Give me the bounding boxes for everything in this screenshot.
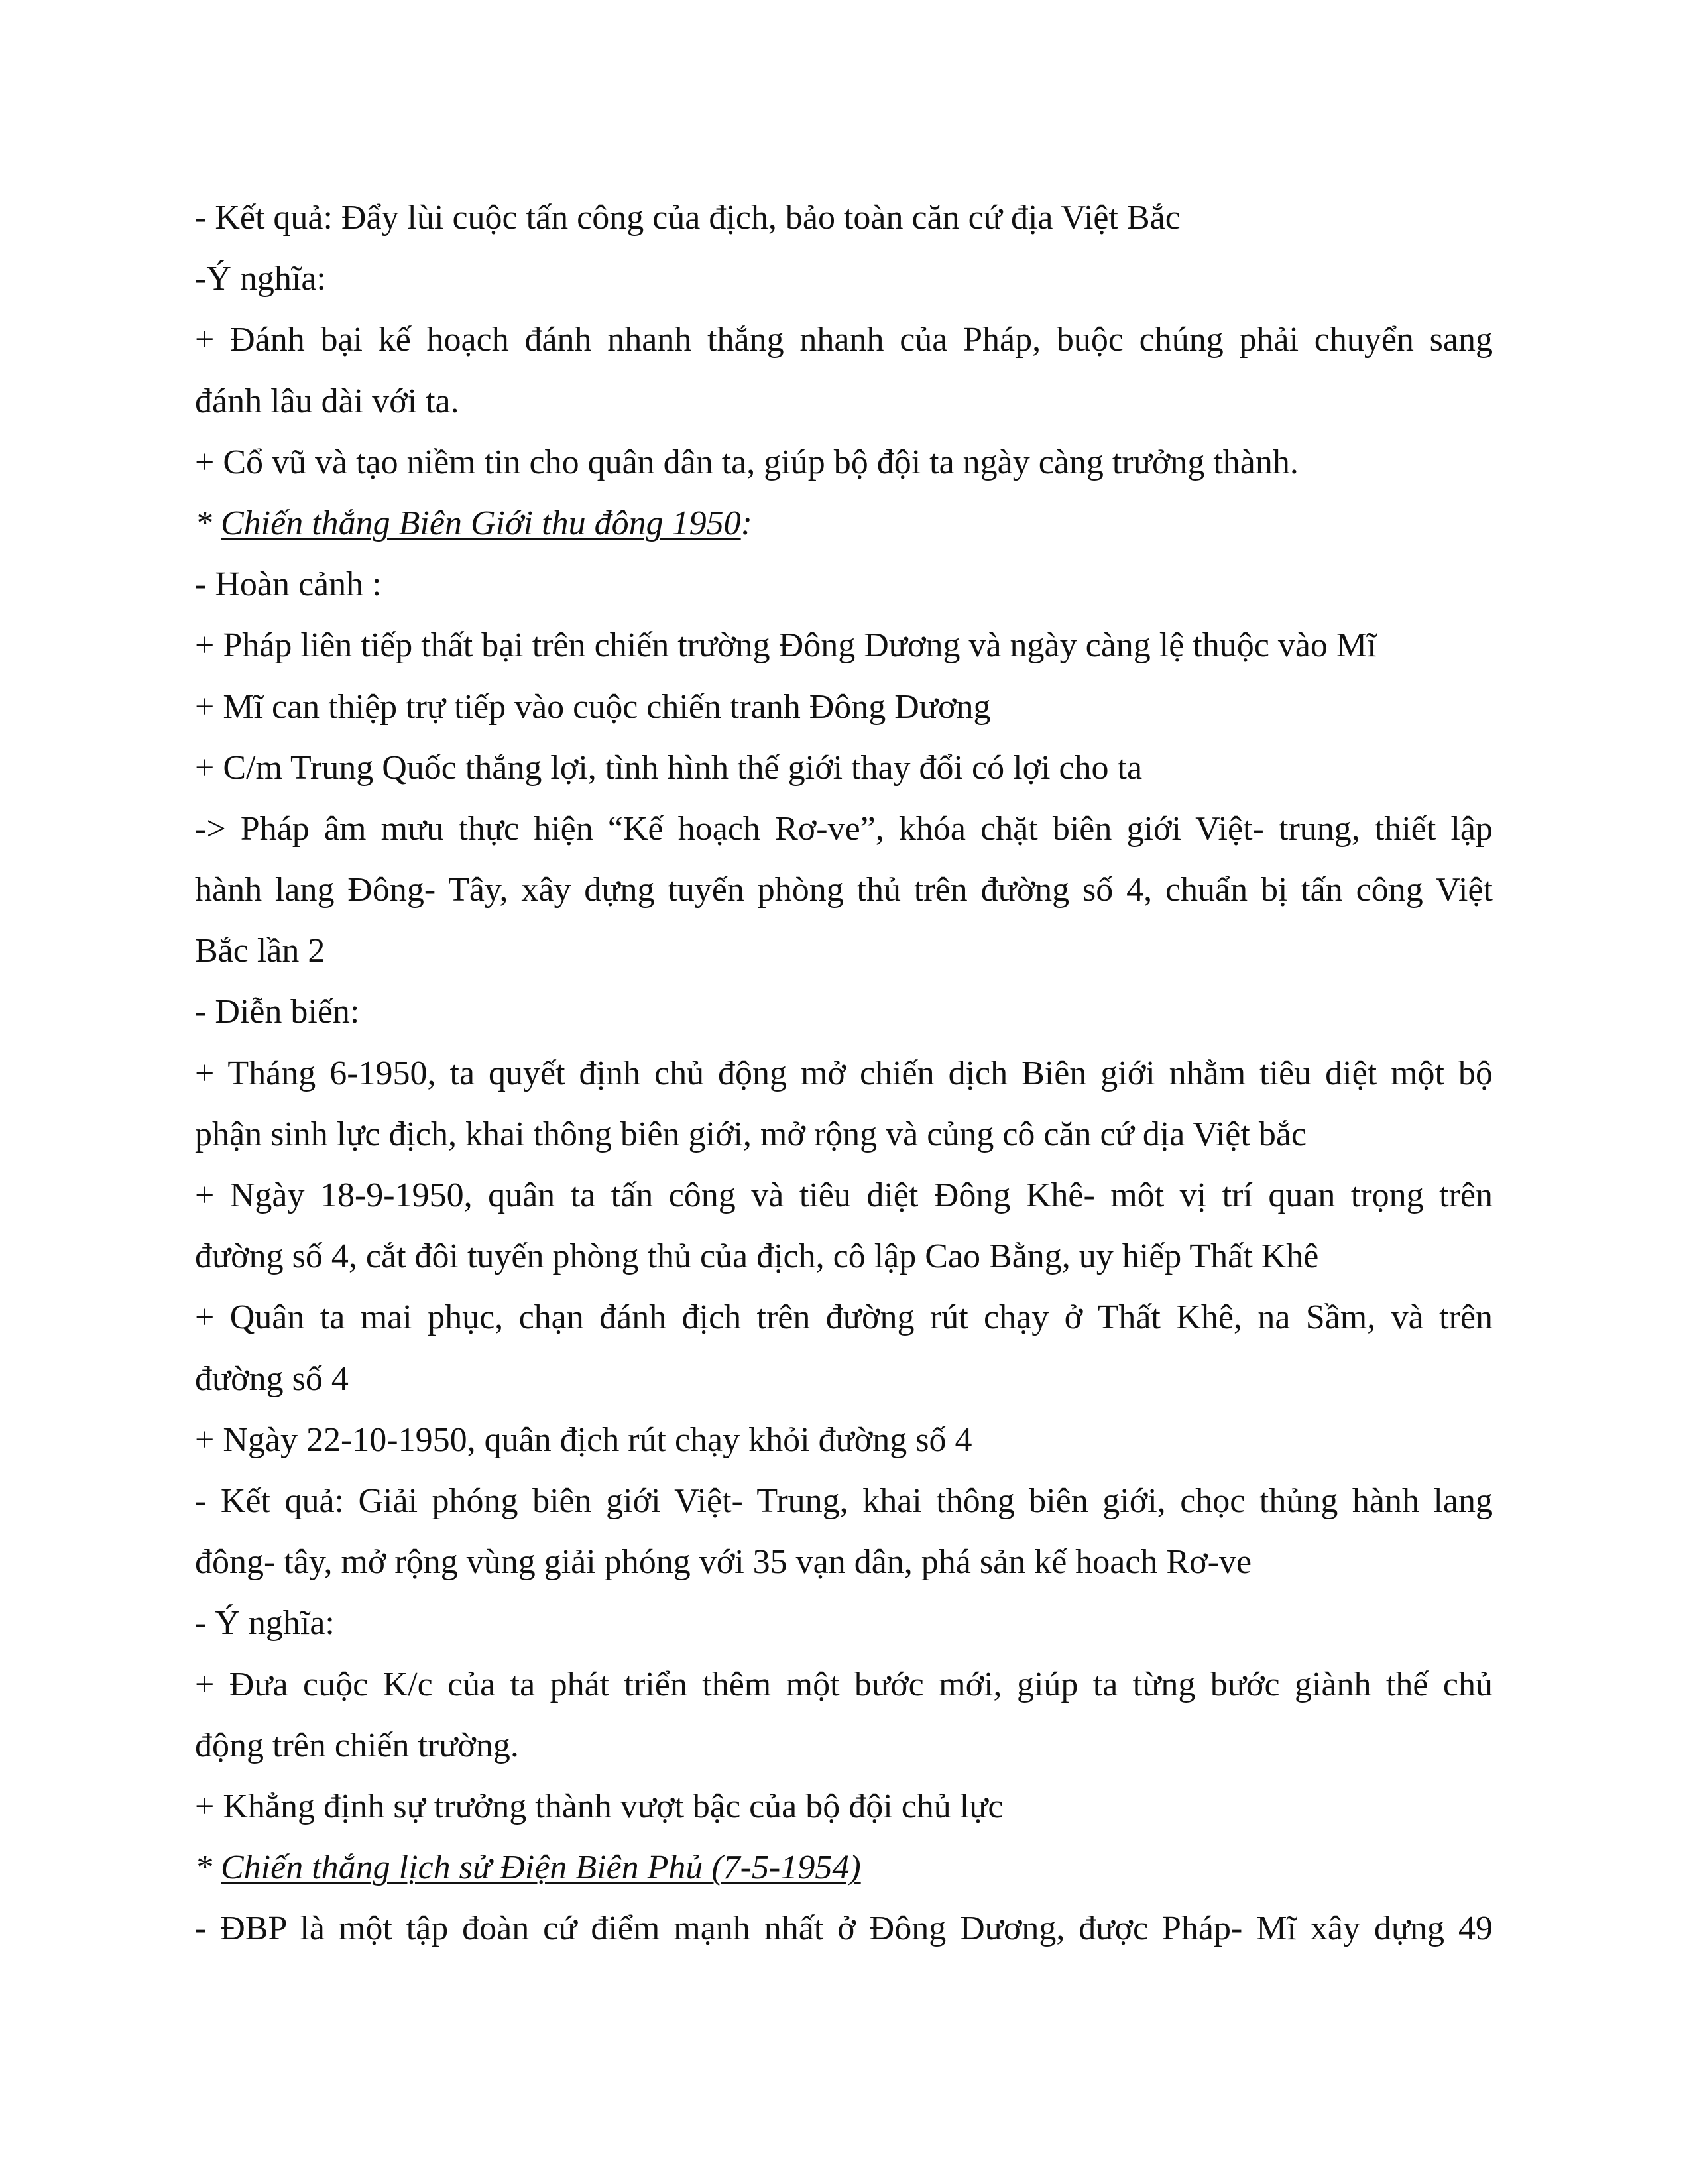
section-heading	[195, 493, 1493, 554]
heading-bullet: *	[195, 1849, 221, 1887]
text-line: phận sinh lực địch, khai thông biên giới, mở rộng và củng cô căn cứ dịa Việt bắc	[195, 1115, 1307, 1153]
text-line: đường số 4, cắt đôi tuyến phòng thủ của địch, cô lập Cao Bằng, uy hiếp Thất Khê	[195, 1237, 1319, 1276]
text-line: + Pháp liên tiếp thất bại trên chiến trường Đông Dương và ngày càng lệ thuộc vào Mĩ	[195, 626, 1377, 665]
text-line: đánh lâu dài với ta.	[195, 382, 459, 420]
text-line: hành lang Đông- Tây, xây dựng tuyến phòng thủ trên đường số 4, chuẩn bị tấn công Việt	[195, 871, 1493, 909]
text-line: -Ý nghĩa:	[195, 260, 326, 298]
text-line: -> Pháp âm mưu thực hiện “Kế hoạch Rơ-ve”, khóa chặt biên giới Việt- trung, thiết lập	[195, 809, 1493, 848]
text-line: + Ngày 18-9-1950, quân ta tấn công và tiêu diệt Đông Khê- môt vị trí quan trọng trên	[195, 1177, 1493, 1214]
text-line: động trên chiến trường.	[195, 1726, 519, 1764]
heading-bullet: *	[195, 504, 221, 542]
text-line: + Tháng 6-1950, ta quyết định chủ động mở chiến dịch Biên giới nhằm tiêu diệt một bộ	[195, 1054, 1493, 1092]
text-line: - Diễn biến:	[195, 993, 360, 1031]
text-line: + C/m Trung Quốc thắng lợi, tình hình thế giới thay đổi có lợi cho ta	[195, 748, 1143, 787]
text-line: - ĐBP là một tập đoàn cứ điểm mạnh nhất ở Đông Dương, được Pháp- Mĩ xây dựng 49	[195, 1910, 1493, 1948]
text-line: - Kết quả: Đẩy lùi cuộc tấn công của địch, bảo toàn căn cứ địa Việt Bắc	[195, 199, 1181, 237]
heading-title: Chiến thắng lịch sử Điện Biên Phủ (7-5-1954)	[221, 1849, 861, 1887]
heading-suffix: :	[740, 504, 752, 542]
text-line: + Quân ta mai phục, chạn đánh địch trên đường rút chạy ở Thất Khê, na Sầm, và trên	[195, 1298, 1493, 1337]
document-page	[195, 188, 1493, 1959]
text-line: Bắc lần 2	[195, 932, 325, 970]
section-heading	[195, 1837, 1493, 1898]
text-line: - Hoàn cảnh :	[195, 565, 382, 604]
text-line: + Khẳng định sự trưởng thành vượt bậc của bộ đội chủ lực	[195, 1787, 1004, 1825]
text-line: - Ý nghĩa:	[195, 1604, 335, 1642]
heading-title: Chiến thắng Biên Giới thu đông 1950	[221, 504, 741, 542]
text-line: đường số 4	[195, 1359, 349, 1398]
text-line: + Cổ vũ và tạo niềm tin cho quân dân ta, giúp bộ đội ta ngày càng trưởng thành.	[195, 443, 1299, 481]
text-line: + Ngày 22-10-1950, quân địch rút chạy khỏi đường số 4	[195, 1420, 972, 1459]
text-line: - Kết quả: Giải phóng biên giới Việt- Trung, khai thông biên giới, chọc thủng hành lang	[195, 1481, 1493, 1520]
text-line: + Đưa cuộc K/c của ta phát triển thêm một bước mới, giúp ta từng bước giành thế chủ	[195, 1665, 1493, 1703]
text-line: + Mĩ can thiệp trự tiếp vào cuộc chiến tranh Đông Dương	[195, 687, 991, 726]
text-line: + Đánh bại kế hoạch đánh nhanh thắng nhanh của Pháp, buộc chúng phải chuyển sang	[195, 321, 1493, 359]
text-line: đông- tây, mở rộng vùng giải phóng với 35 vạn dân, phá sản kế hoach Rơ-ve	[195, 1543, 1252, 1581]
